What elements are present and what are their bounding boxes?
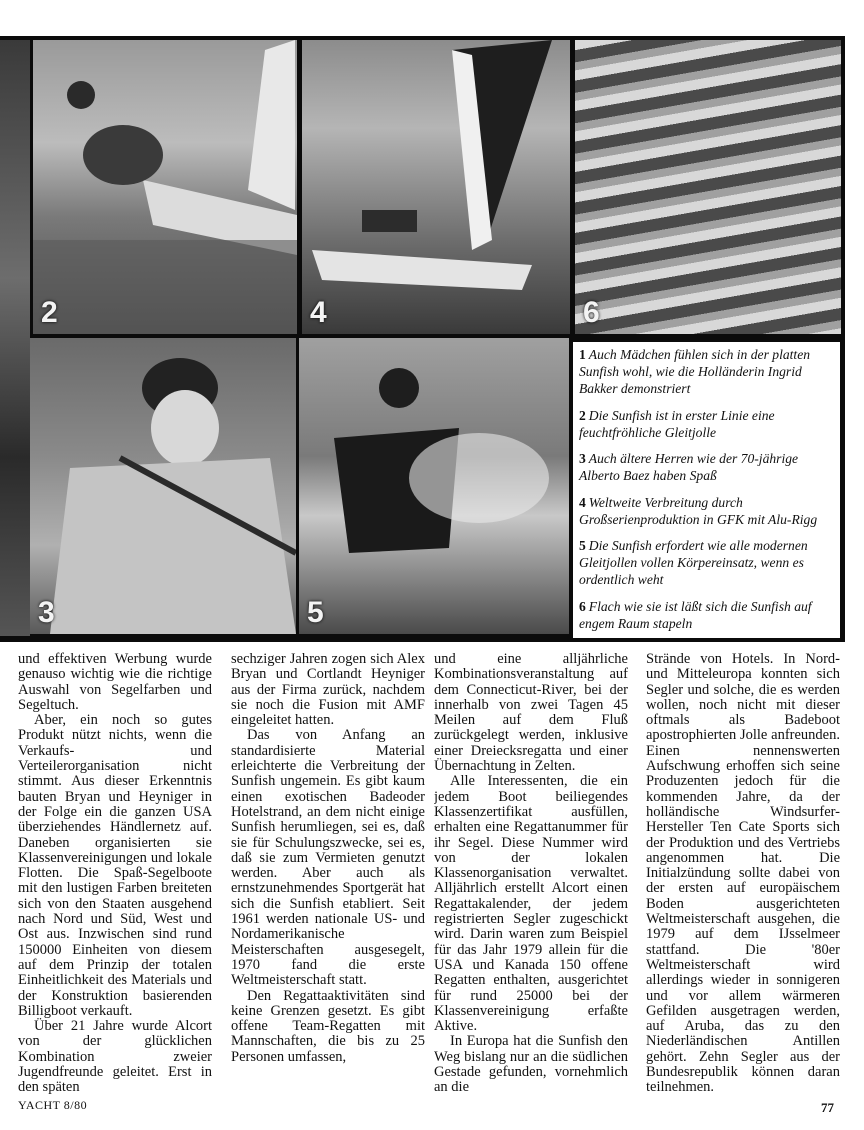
caption-4: 4 Weltweite Verbreitung durch Großserienproduktion in GFK mit Alu-Rigg	[579, 494, 818, 527]
photo-6	[575, 40, 841, 334]
paragraph: sechziger Jahren zogen sich Alex Bryan und Cortlandt Heyniger aus der Firma zurück, nachdem sie noch die Fusion mit AMF eingeleitet hatten.	[231, 652, 425, 729]
paragraph: Alle Interessenten, die ein jedem Boot beiliegendes Klassenzertifikat ausfüllen, erhalten eine Regattanummer für ihr Segel. Diese Nummer wird von der lokalen Klassenorganisation verwaltet. Alljährlich erstellt Alcort einen Regattakalender, der jedem registrierten Segler zugeschickt wird. Darin waren zum Beispiel für das Jahr 1979 allein für die USA und Kanada 150 offene Regatten enthalten, ausgerichtet für rund 25000 bei der Klassenvereinigung erfaßte Aktive.	[434, 773, 628, 1035]
spray-sailor-illustration	[299, 338, 569, 634]
older-sailor-illustration	[30, 338, 296, 634]
caption-2: 2 Die Sunfish ist in erster Linie eine feuchtfröhliche Gleitjolle	[579, 407, 775, 440]
dinghy-sail-illustration	[302, 40, 570, 334]
paragraph: In Europa hat die Sunfish den Weg bislang nur an die südlichen Gestade gefunden, vornehmlich an die	[434, 1033, 628, 1096]
article-column-1	[18, 652, 212, 1097]
article-body	[18, 652, 840, 1097]
page-number: 77	[821, 1100, 834, 1115]
photo-2	[33, 40, 297, 334]
paragraph: und eine alljährliche Kombinationsveranstaltung auf dem Connecticut-River, bei der innerhalb von zwei Tagen 45 Meilen auf dem Fluß zurückgelegt werden, inklusive einer Dreiecksregatta und einer Übernachtung in Zelten.	[434, 652, 628, 775]
paragraph: Das von Anfang an standardisierte Material erleichterte die Verbreitung der Sunfish ungemein. Es gibt kaum einen exotischen Badeoder Hotelstrand, an dem nicht einige Sunfish herumliegen, sei es, daß sie für Schulungszwecke, sei es, daß sie zum Vermieten genutzt werden. Aber auch als ernstzunehmendes Sportgerät hat sich die Sunfish etabliert. Seit 1961 werden nationale US- und Nordamerikanische Meisterschaften ausgesegelt, 1970 fand die erste Weltmeisterschaft statt.	[231, 727, 425, 989]
caption-3: 3 Auch ältere Herren wie der 70-jährige Alberto Baez haben Spaß	[579, 451, 799, 483]
caption-1: 1 Auch Mädchen fühlen sich in der platten Sunfish wohl, wie die Holländerin Ingrid Bakker demonstriert	[579, 347, 811, 396]
photo-4	[302, 40, 570, 334]
magazine-issue: YACHT 8/80	[18, 1098, 88, 1112]
caption-5: 5 Die Sunfish erfordert wie alle modernen Gleitjollen vollen Körpereinsatz, wenn es ordentlich weht	[579, 538, 808, 587]
sailor-dinghy-illustration	[33, 40, 297, 334]
photo-captions	[573, 342, 840, 638]
photo-5	[299, 338, 569, 634]
article-column-2	[231, 652, 425, 1097]
paragraph: Strände von Hotels. In Nord- und Mitteleuropa konnten sich Segler und solche, die es werden wollen, noch nicht mit dieser oftmals als Badeboot apostrophierten Jolle anfreunden. Einen nennenswerten Aufschwung erhoffen sich seine Produzenten jedoch für die kommenden Jahre, da der holländische Windsurfer-Hersteller Ten Cate Sports sich der Produktion und des Vertriebs angenommen hat. Die Initialzündung sollte dabei von der ersten auf europäischem Boden ausgerichteten Weltmeisterschaft ausgehen, die 1979 auf dem IJsselmeer stattfand. Die '80er Weltmeisterschaft wird allerdings wieder in sonnigeren und vor allem wärmeren Gefilden ausgetragen werden, auf Aruba, das zu den Niederländischen Antillen gehört. Zehn Segler aus der Bundesrepublik können daran teilnehmen.	[646, 652, 840, 1096]
article-column-3	[434, 652, 628, 1097]
photo-number-label: 5	[307, 596, 324, 629]
photo-number-label: 3	[38, 596, 55, 629]
paragraph: Aber, ein noch so gutes Produkt nützt nichts, wenn die Verkaufs- und Verteilerorganisation nicht stimmt. Aus dieser Erkenntnis bauten Bryan und Heyniger in der Folge ein die ganzen USA überziehendes Händlernetz auf. Daneben organisierten sie Klassenvereinigungen und lokale Flotten. Die Spaß-Segelboote mit den lustigen Farben breiteten sich von den Staaten ausgehend nach Nord und Süd, West und Ost aus. Inzwischen sind rund 150000 Einheiten von diesem auf dem Prinzip der totalen Einheitlichkeit des Materials und der Konstruktion basierenden Billigboot verkauft.	[18, 712, 212, 1019]
article-column-4	[646, 652, 840, 1097]
paragraph: Den Regattaaktivitäten sind keine Grenzen gesetzt. Es gibt offene Team-Regatten mit Mannschaften, die bis zu 25 Personen umfassen,	[231, 987, 425, 1065]
photo-number-label: 2	[41, 296, 58, 329]
photo-number-label: 6	[583, 296, 600, 329]
photo-number-label: 4	[310, 296, 327, 329]
caption-6: 6 Flach wie sie ist läßt sich die Sunfish auf engem Raum stapeln	[579, 598, 812, 631]
photo-1-strip	[0, 40, 30, 636]
paragraph: Über 21 Jahre wurde Alcort von der glücklichen Kombination zweier Jugendfreunde geleitet. Erst in den späten	[18, 1018, 212, 1096]
paragraph: und effektiven Werbung wurde genauso wichtig wie die richtige Auswahl von Segelfarben und Segeltuch.	[18, 652, 212, 713]
photo-3	[30, 338, 296, 634]
